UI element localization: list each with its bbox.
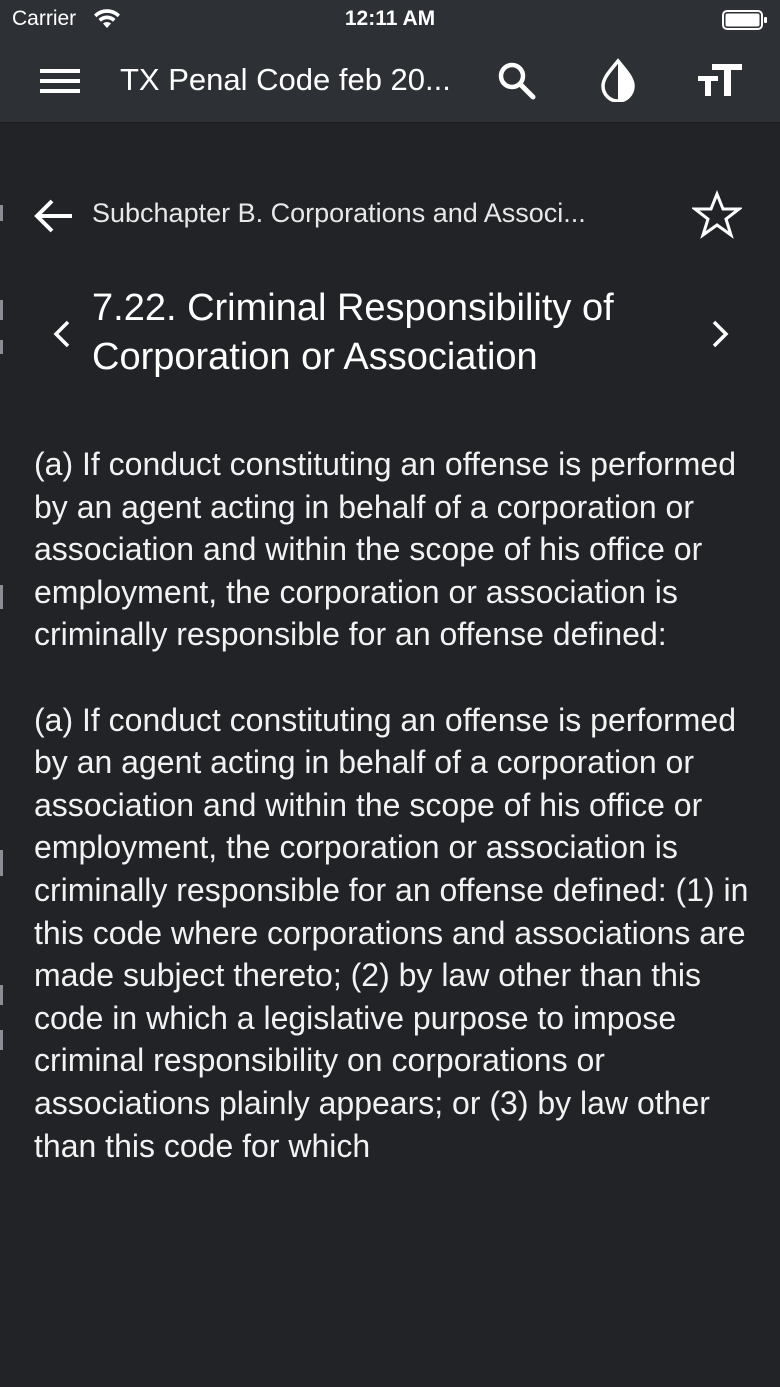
edge-marker	[0, 985, 3, 1005]
document-title: TX Penal Code feb 20...	[120, 62, 451, 97]
star-outline-icon[interactable]	[692, 190, 742, 240]
breadcrumb[interactable]: Subchapter B. Corporations and Associ...	[92, 198, 586, 228]
edge-marker	[0, 850, 3, 876]
chevron-right-icon[interactable]	[706, 316, 734, 352]
section-body	[34, 443, 764, 1263]
text-size-icon[interactable]	[696, 58, 744, 102]
menu-icon[interactable]	[40, 67, 80, 95]
breadcrumb-row	[0, 190, 780, 242]
edge-marker	[0, 585, 3, 609]
section-title: 7.22. Criminal Responsibility of Corporation or Association	[92, 287, 614, 378]
top-toolbar	[0, 40, 780, 123]
paragraph: (a) If conduct constituting an offense is performed by an agent acting in behalf of a corporation or association and within the scope of his office or employment, the corporation or association is criminally responsible for an offense defined: (1) in this code where corporations and associations are made subject thereto; (2) by law other than this code in which a legislative purpose to impose criminal responsibility on corporations or associations plainly appears; or (3) by law other than this code for which	[34, 701, 749, 1164]
arrow-left-icon[interactable]	[32, 194, 76, 238]
carrier-label: Carrier	[12, 7, 77, 30]
battery-icon	[722, 9, 768, 31]
chevron-left-icon[interactable]	[48, 316, 76, 352]
edge-marker	[0, 1030, 3, 1050]
paragraph: (a) If conduct constituting an offense is performed by an agent acting in behalf of a corporation or association and within the scope of his office or employment, the corporation or association is criminally responsible for an offense defined:	[34, 446, 737, 653]
status-bar	[0, 0, 780, 40]
clock: 12:11 AM	[344, 7, 436, 30]
section-header	[0, 282, 780, 392]
search-icon[interactable]	[496, 60, 538, 102]
drop-icon[interactable]	[598, 58, 638, 102]
